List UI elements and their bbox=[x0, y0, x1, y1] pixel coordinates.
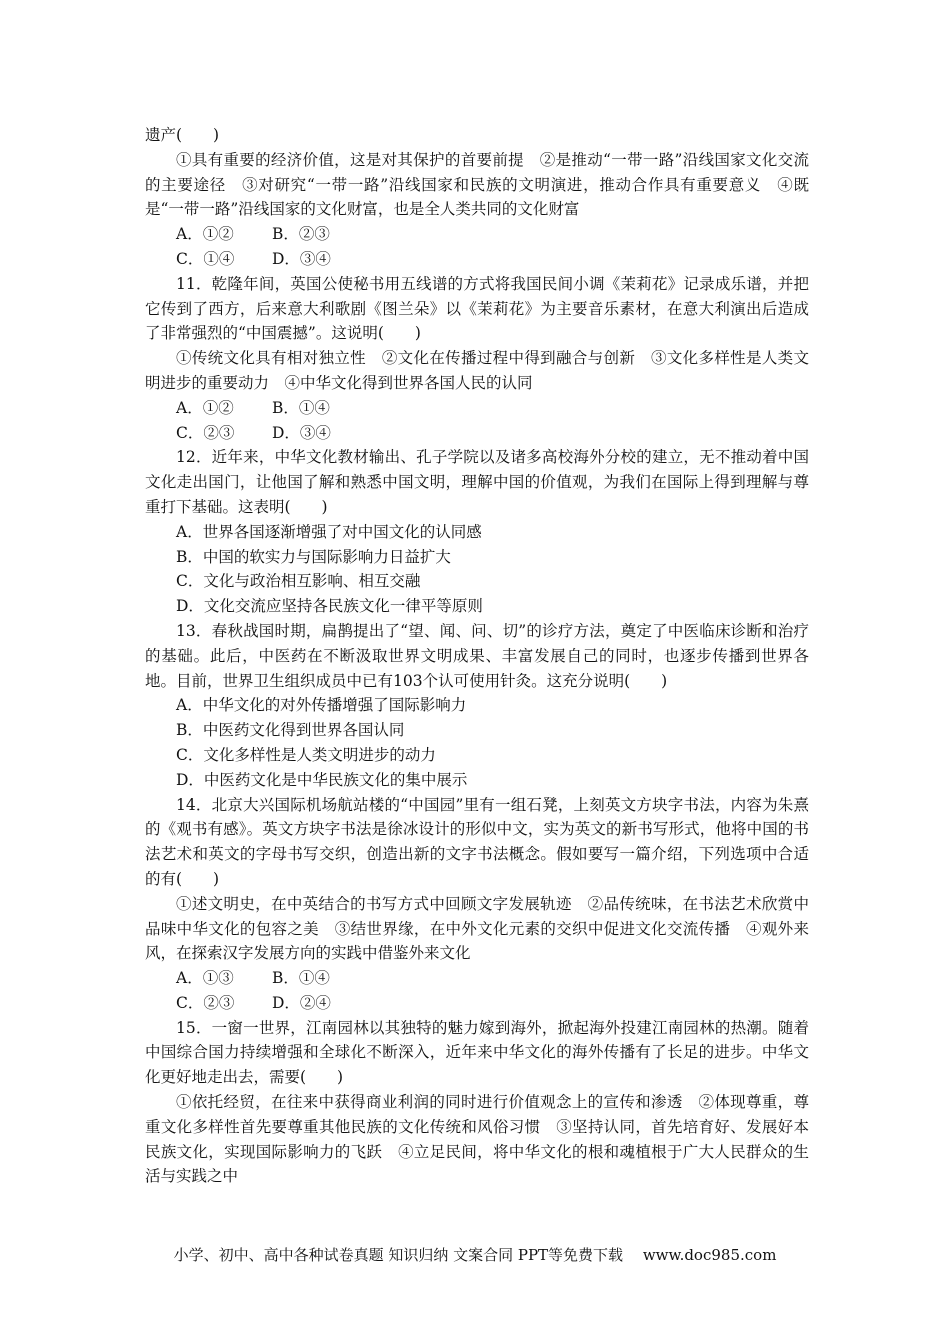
q15-statements: ①依托经贸，在往来中获得商业利润的同时进行价值观念上的宣传和渗透 ②体现尊重，尊重文化多样性首先要尊重其他民族的文化传统和风俗习惯 ③坚持认同，首先培育好、发展好本民族文化，实现国际影响力的飞跃 ④立足民间，将中华文化的根和魂植根于广大人民群众的生活与实践之中 bbox=[145, 1093, 809, 1186]
q12-option-b: B．中国的软实力与国际影响力日益扩大 bbox=[176, 547, 451, 566]
q10-option-d: D．③④ bbox=[272, 249, 331, 268]
q12-option-c: C．文化与政治相互影响、相互交融 bbox=[176, 572, 421, 591]
q11-statements: ①传统文化具有相对独立性 ②文化在传播过程中得到融合与创新 ③文化多样性是人类文明进步的重要动力 ④中华文化得到世界各国人民的认同 bbox=[145, 349, 809, 392]
q12-option-d: D．文化交流应坚持各民族文化一律平等原则 bbox=[176, 597, 483, 616]
q11-option-d: D．③④ bbox=[272, 423, 331, 442]
question-text-body bbox=[145, 123, 809, 1189]
q10-options-row1 bbox=[145, 222, 809, 247]
q13-option-b: B．中医药文化得到世界各国认同 bbox=[176, 721, 405, 740]
q11-option-b: B．①④ bbox=[272, 398, 330, 417]
q11-option-c: C．②③ bbox=[176, 423, 235, 442]
q10-option-a: A．①② bbox=[176, 225, 234, 244]
q10-statements: ①具有重要的经济价值，这是对其保护的首要前提 ②是推动“一带一路”沿线国家文化交流的主要途径 ③对研究“一带一路”沿线国家和民族的文明演进，推动合作具有重要意义 ④既是“一带一路”沿线国家的文化财富，也是全人类共同的文化财富 bbox=[145, 150, 809, 219]
q14-options-row2 bbox=[145, 991, 809, 1016]
q11-option-a: A．①② bbox=[176, 398, 234, 417]
q10-options-row2 bbox=[145, 247, 809, 272]
q14-stem: 14．北京大兴国际机场航站楼的“中国园”里有一组石凳，上刻英文方块字书法，内容为朱熹的《观书有感》。英文方块字书法是徐冰设计的形似中文，实为英文的新书写形式，他将中国的书法艺术和英文的字母书写交织，创造出新的文字书法概念。假如要写一篇介绍，下列选项中合适的有( ) bbox=[145, 795, 809, 888]
q10-option-c: C．①④ bbox=[176, 249, 235, 268]
q13-stem: 13．春秋战国时期，扁鹊提出了“望、闻、问、切”的诊疗方法，奠定了中医临床诊断和治疗的基础。此后，中医药在不断汲取世界文明成果、丰富发展自己的同时，也逐步传播到世界各地。目前，世界卫生组织成员中已有103个认可使用针灸。这充分说明( ) bbox=[145, 621, 809, 690]
q13-option-d: D．中医药文化是中华民族文化的集中展示 bbox=[176, 770, 468, 789]
q14-option-d: D．②④ bbox=[272, 993, 331, 1012]
q15-stem: 15．一窗一世界，江南园林以其独特的魅力嫁到海外，掀起海外投建江南园林的热潮。随着中国综合国力持续增强和全球化不断深入，近年来中华文化的海外传播有了长足的进步。中华文化更好地走出去，需要( ) bbox=[145, 1018, 809, 1087]
q13-option-c: C．文化多样性是人类文明进步的动力 bbox=[176, 745, 436, 764]
q10-stem-tail: 遗产( ) bbox=[145, 126, 220, 144]
q12-stem: 12．近年来，中华文化教材输出、孔子学院以及诸多高校海外分校的建立，无不推动着中国文化走出国门，让他国了解和熟悉中国文明，理解中国的价值观，为我们在国际上得到理解与尊重打下基础。这表明( ) bbox=[145, 448, 809, 516]
q14-option-c: C．②③ bbox=[176, 993, 235, 1012]
q11-options-row1 bbox=[145, 396, 809, 421]
q11-options-row2 bbox=[145, 421, 809, 446]
q11-stem: 11．乾隆年间，英国公使秘书用五线谱的方式将我国民间小调《茉莉花》记录成乐谱，并把它传到了西方，后来意大利歌剧《图兰朵》以《茉莉花》为主要音乐素材，在意大利演出后造成了非常强烈的“中国震撼”。这说明( ) bbox=[145, 274, 809, 343]
q10-option-b: B．②③ bbox=[272, 225, 330, 244]
q14-option-b: B．①④ bbox=[272, 969, 330, 988]
q14-statements: ①述文明史，在中英结合的书写方式中回顾文字发展轨迹 ②品传统味，在书法艺术欣赏中品味中华文化的包容之美 ③结世界缘，在中外文化元素的交织中促进文化交流传播 ④观外来风，在探索汉字发展方向的实践中借鉴外来文化 bbox=[145, 894, 809, 963]
q12-option-a: A．世界各国逐渐增强了对中国文化的认同感 bbox=[176, 522, 482, 541]
q13-option-a: A．中华文化的对外传播增强了国际影响力 bbox=[176, 696, 467, 715]
footer-banner: 小学、初中、高中各种试卷真题 知识归纳 文案合同 PPT等免费下载 www.doc985.com bbox=[173, 1246, 777, 1264]
q14-options-row1 bbox=[145, 966, 809, 991]
q14-option-a: A．①③ bbox=[176, 969, 234, 988]
